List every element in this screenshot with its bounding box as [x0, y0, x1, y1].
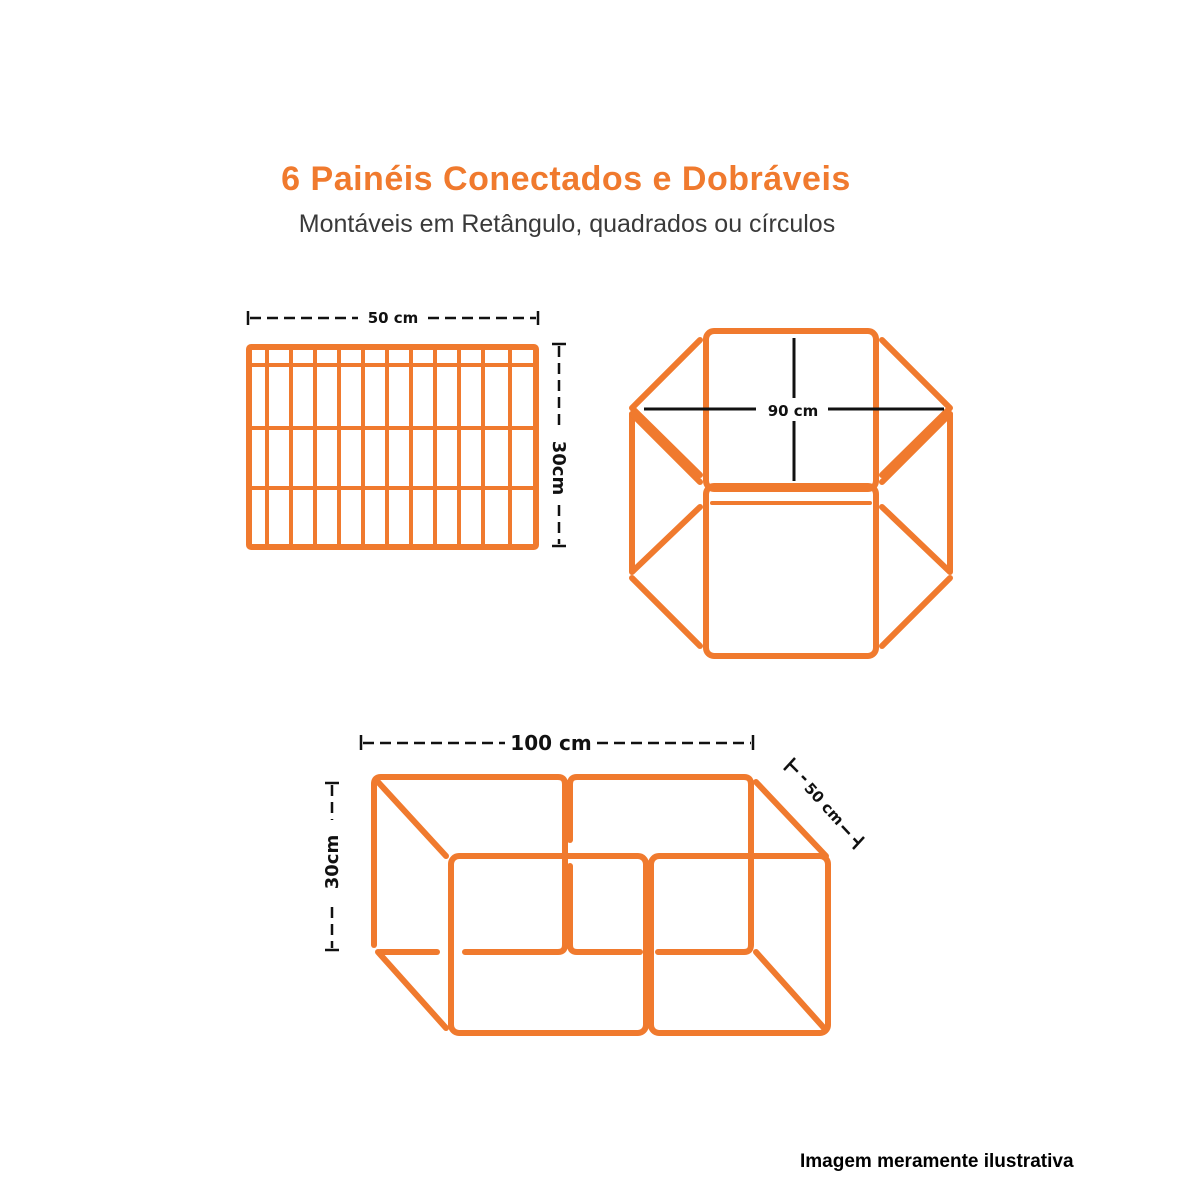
rectangle-length-label: 100 cm [510, 731, 592, 755]
rectangle-height-dimension [322, 783, 343, 950]
rectangle-length-dimension [361, 731, 753, 755]
rectangle-height-label: 30cm [322, 834, 343, 890]
rectangle-depth-label: 50 cm [800, 779, 848, 829]
octagon-layout-diagram [632, 331, 950, 656]
panel-width-dimension [248, 309, 538, 327]
disclaimer-note: Imagem meramente ilustrativa [800, 1151, 1074, 1172]
panel-height-label: 30cm [548, 440, 569, 496]
rectangle-panels [374, 777, 828, 1033]
rectangle-layout-diagram [322, 731, 864, 1033]
page-title: 6 Painéis Conectados e Dobráveis [281, 160, 851, 198]
panel-width-label: 50 cm [367, 309, 419, 327]
panel-height-dimension [548, 344, 569, 546]
octagon-diameter-label: 90 cm [767, 402, 819, 420]
octagon-panels [632, 331, 950, 656]
single-panel-diagram [248, 309, 569, 547]
page-subtitle: Montáveis em Retângulo, quadrados ou círculos [298, 210, 836, 238]
panel-grid [249, 347, 536, 547]
rectangle-depth-dimension [784, 758, 864, 849]
